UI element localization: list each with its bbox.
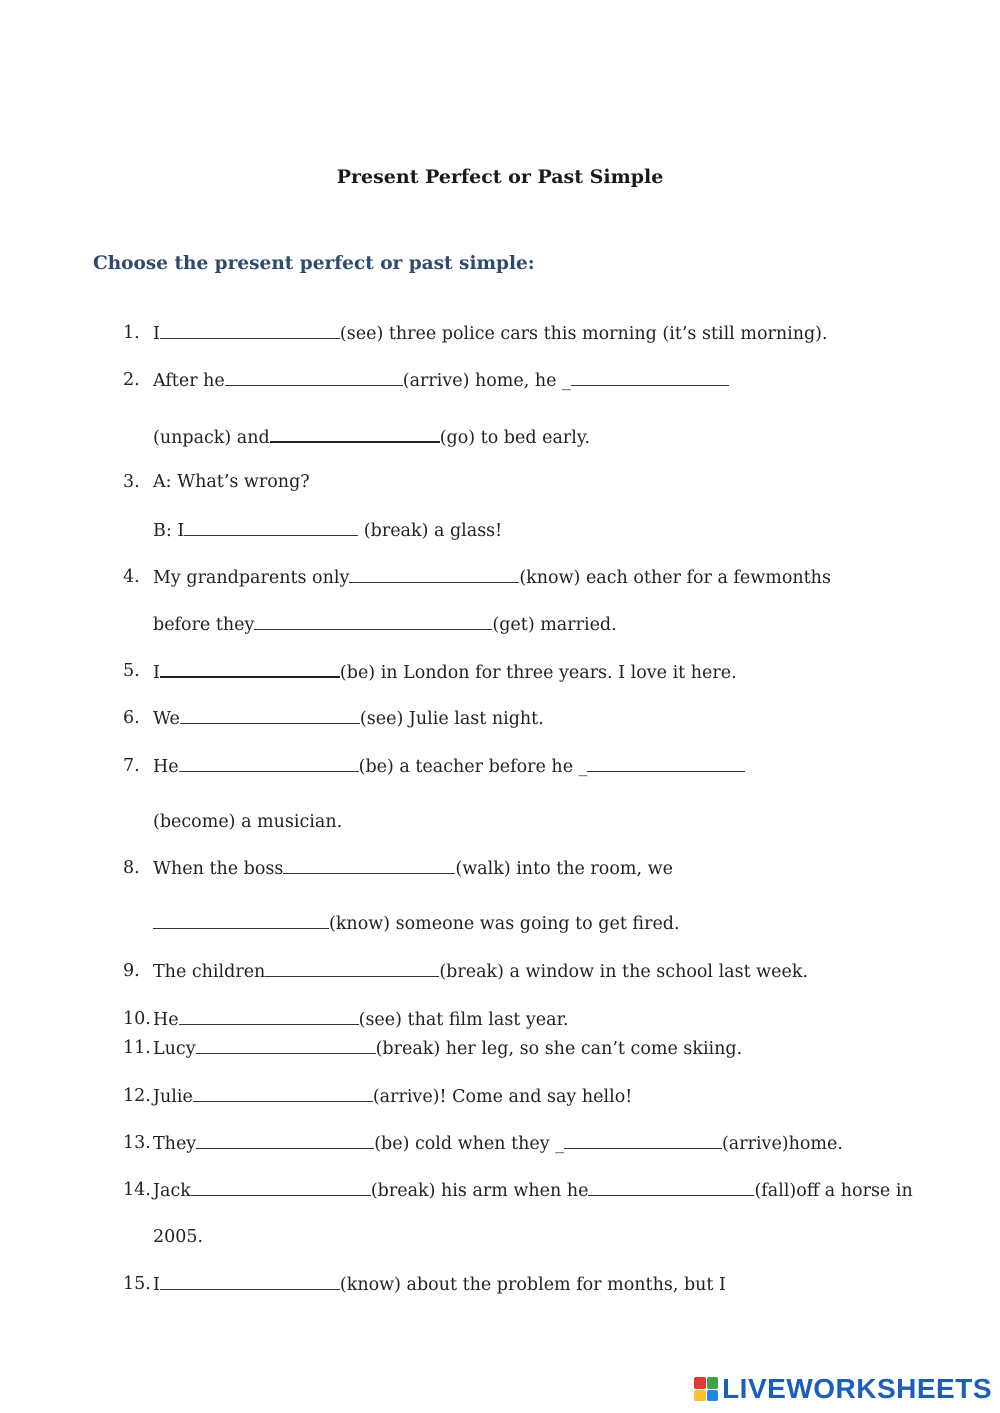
answer-blank-7b[interactable]	[587, 753, 745, 772]
answer-blank-8a[interactable]	[283, 855, 455, 874]
item-number: 13.	[123, 1133, 151, 1153]
answer-blank-12[interactable]	[193, 1083, 373, 1102]
item-text: (arrive)! Come and say hello!	[372, 1087, 633, 1107]
logo-square-red	[694, 1377, 706, 1389]
item-text: We	[153, 709, 180, 729]
item-text: A: What’s wrong?	[153, 472, 310, 492]
item-number: 1.	[123, 323, 140, 343]
item-text: (break) her leg, so she can’t come skiing.	[375, 1039, 743, 1059]
answer-blank-11[interactable]	[196, 1035, 376, 1054]
answer-blank-2c[interactable]	[270, 423, 440, 443]
item-number: 3.	[123, 472, 140, 492]
item-text: (arrive)home.	[721, 1134, 843, 1154]
answer-blank-2b[interactable]	[571, 367, 729, 386]
item-text: (break) a window in the school last week.	[439, 962, 809, 982]
item-text: (unpack) and	[153, 428, 270, 448]
answer-blank-14b[interactable]	[588, 1177, 754, 1196]
item-text: 2005.	[153, 1227, 204, 1247]
item-text: before they	[153, 615, 255, 635]
item-number: 12.	[123, 1086, 151, 1106]
item-text: (be) cold when they _	[374, 1134, 564, 1154]
item-text: (fall)off a horse in	[754, 1181, 913, 1201]
item-text: (see) that film last year.	[358, 1010, 569, 1030]
answer-blank-15[interactable]	[160, 1271, 340, 1290]
item-text: (break) his arm when he	[370, 1181, 589, 1201]
item-text: They	[153, 1134, 197, 1154]
instructions: Choose the present perfect or past simple:	[93, 253, 535, 274]
answer-blank-3[interactable]	[184, 517, 358, 536]
item-text: My grandparents only	[153, 568, 350, 588]
item-number: 6.	[123, 708, 140, 728]
answer-blank-13b[interactable]	[564, 1130, 722, 1149]
item-text: Lucy	[153, 1039, 196, 1059]
item-text: (get) married.	[492, 615, 617, 635]
item-text: (arrive) home, he _	[402, 371, 571, 391]
answer-blank-5[interactable]	[160, 658, 340, 678]
answer-blank-13a[interactable]	[196, 1130, 374, 1149]
answer-blank-8b[interactable]	[153, 910, 329, 929]
answer-blank-14a[interactable]	[191, 1177, 371, 1196]
item-text: After he	[153, 371, 225, 391]
item-number: 10.	[123, 1009, 151, 1029]
item-text: (break) a glass!	[358, 521, 503, 541]
item-number: 9.	[123, 961, 140, 981]
item-text: B: I	[153, 521, 185, 541]
item-text: When the boss	[153, 859, 284, 879]
item-text: Jack	[153, 1181, 191, 1201]
item-text: (see) Julie last night.	[359, 709, 544, 729]
item-text: He	[153, 1010, 179, 1030]
item-number: 4.	[123, 567, 140, 587]
item-text: He	[153, 757, 179, 777]
item-number: 2.	[123, 370, 140, 390]
item-text: The children	[153, 962, 266, 982]
answer-blank-10[interactable]	[179, 1006, 359, 1025]
item-text: (walk) into the room, we	[455, 859, 673, 879]
item-text: (be) a teacher before he _	[358, 757, 588, 777]
item-text: (know) about the problem for months, but I	[339, 1275, 726, 1295]
answer-blank-4b[interactable]	[254, 611, 492, 630]
item-number: 5.	[123, 661, 140, 681]
item-text: (go) to bed early.	[439, 428, 591, 448]
logo-square-green	[707, 1377, 719, 1389]
item-number: 11.	[123, 1038, 151, 1058]
liveworksheets-logo-text: LIVEWORKSHEETS	[722, 1373, 992, 1404]
item-text: I	[153, 1275, 160, 1295]
answer-blank-7a[interactable]	[179, 753, 359, 772]
liveworksheets-logo-icon	[694, 1377, 718, 1401]
liveworksheets-logo	[694, 1373, 992, 1405]
item-text: (know) someone was going to get fired.	[329, 914, 680, 934]
logo-square-yellow	[694, 1390, 706, 1402]
item-text: (see) three police cars this morning (it’s still morning).	[339, 324, 828, 344]
item-text: (know) each other for a fewmonths	[519, 568, 831, 588]
item-text: I	[153, 663, 160, 683]
answer-blank-4a[interactable]	[349, 564, 519, 583]
item-text: Julie	[153, 1087, 193, 1107]
item-number: 15.	[123, 1274, 151, 1294]
item-text: I	[153, 324, 160, 344]
item-text: (be) in London for three years. I love it here.	[339, 663, 737, 683]
item-number: 7.	[123, 756, 140, 776]
answer-blank-2a[interactable]	[225, 367, 403, 386]
answer-blank-1[interactable]	[160, 320, 340, 339]
item-text: (become) a musician.	[153, 812, 343, 832]
logo-square-blue	[707, 1390, 719, 1402]
item-number: 8.	[123, 858, 140, 878]
answer-blank-9[interactable]	[265, 958, 439, 977]
item-number: 14.	[123, 1180, 151, 1200]
answer-blank-6[interactable]	[180, 705, 360, 724]
page-title: Present Perfect or Past Simple	[336, 166, 664, 188]
